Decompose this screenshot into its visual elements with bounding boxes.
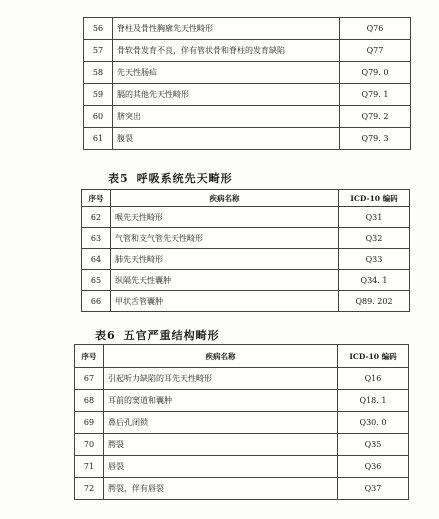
disease-name: 肺先天性畸形: [111, 249, 339, 270]
icd-code: Q33: [339, 249, 410, 270]
icd-code: Q79. 1: [340, 84, 411, 106]
table-row: [75, 434, 409, 456]
row-number: 65: [82, 270, 111, 291]
row-number: 72: [75, 478, 104, 500]
disease-name: 腭裂: [104, 434, 338, 456]
table-row: [75, 368, 409, 390]
row-number: 62: [82, 207, 111, 228]
table-row: [84, 62, 411, 84]
table-row: [82, 207, 410, 228]
table-body: [84, 18, 411, 150]
table-row: [82, 228, 410, 249]
row-number: 61: [84, 128, 113, 150]
table-header: [82, 190, 410, 207]
congenital-malformation-table-continued: [83, 17, 411, 150]
row-number: 67: [75, 368, 104, 390]
header-icd-code: ICD-10 编码: [339, 190, 410, 207]
disease-name: 膈的其他先天性畸形: [113, 84, 340, 106]
icd-code: Q34. 1: [339, 270, 410, 291]
table-body: [82, 207, 410, 312]
header-disease-name: 疾病名称: [104, 345, 338, 368]
icd-code: Q32: [339, 228, 410, 249]
header-disease-name: 疾病名称: [111, 190, 339, 207]
disease-name: 唇裂: [104, 456, 338, 478]
icd-code: Q79. 3: [340, 128, 411, 150]
table-row: [84, 40, 411, 62]
row-number: 64: [82, 249, 111, 270]
table-row: [75, 390, 409, 412]
icd-code: Q18. 1: [338, 390, 409, 412]
caption-number: 表6: [95, 329, 116, 342]
caption-title: 五官严重结构畸形: [123, 329, 220, 342]
disease-name: 耳前的窦道和囊肿: [104, 390, 338, 412]
table-row: [84, 84, 411, 106]
table-row: [75, 412, 409, 434]
table-row: [82, 291, 410, 312]
disease-name: 喉先天性畸形: [111, 207, 339, 228]
table-row: [75, 478, 409, 500]
facial-malformation-table: [74, 344, 409, 500]
table-row: [82, 249, 410, 270]
icd-code: Q77: [340, 40, 411, 62]
icd-code: Q16: [338, 368, 409, 390]
disease-name: 骨软骨发育不良，伴有管状骨和脊柱的发育缺陷: [113, 40, 340, 62]
caption-title: 呼吸系统先天畸形: [136, 172, 233, 185]
table-row: [82, 270, 410, 291]
row-number: 60: [84, 106, 113, 128]
header-number: 序号: [82, 190, 111, 207]
row-number: 66: [82, 291, 111, 312]
icd-code: Q36: [338, 456, 409, 478]
icd-code: Q79. 2: [340, 106, 411, 128]
row-number: 57: [84, 40, 113, 62]
icd-code: Q79. 0: [340, 62, 411, 84]
table-body: [75, 368, 409, 500]
header-number: 序号: [75, 345, 104, 368]
icd-code: Q76: [340, 18, 411, 40]
icd-code: Q30. 0: [338, 412, 409, 434]
table-row: [84, 128, 411, 150]
row-number: 58: [84, 62, 113, 84]
table-row: [75, 456, 409, 478]
row-number: 56: [84, 18, 113, 40]
disease-name: 脊柱及骨性胸廓先天性畸形: [113, 18, 340, 40]
table-caption-facial: [95, 327, 228, 343]
disease-name: 先天性肠疝: [113, 62, 340, 84]
respiratory-malformation-table: [81, 189, 410, 312]
disease-name: 纵隔先天性囊肿: [111, 270, 339, 291]
header-row: [75, 345, 409, 368]
disease-name: 引起听力缺陷的耳先天性畸形: [104, 368, 338, 390]
row-number: 71: [75, 456, 104, 478]
table-caption-respiratory: [108, 170, 241, 186]
disease-name: 脐突出: [113, 106, 340, 128]
disease-name: 甲状舌管囊肿: [111, 291, 339, 312]
disease-name: 腹裂: [113, 128, 340, 150]
row-number: 69: [75, 412, 104, 434]
icd-code: Q37: [338, 478, 409, 500]
disease-name: 鼻后孔闭锁: [104, 412, 338, 434]
row-number: 59: [84, 84, 113, 106]
row-number: 70: [75, 434, 104, 456]
caption-number: 表5: [108, 172, 129, 185]
disease-name: 腭裂，伴有唇裂: [104, 478, 338, 500]
header-icd-code: ICD-10 编码: [338, 345, 409, 368]
disease-name: 气管和支气管先天性畸形: [111, 228, 339, 249]
icd-code: Q31: [339, 207, 410, 228]
icd-code: Q35: [338, 434, 409, 456]
table-header: [75, 345, 409, 368]
table-row: [84, 106, 411, 128]
icd-code: Q89. 202: [339, 291, 410, 312]
table-row: [84, 18, 411, 40]
row-number: 63: [82, 228, 111, 249]
row-number: 68: [75, 390, 104, 412]
header-row: [82, 190, 410, 207]
